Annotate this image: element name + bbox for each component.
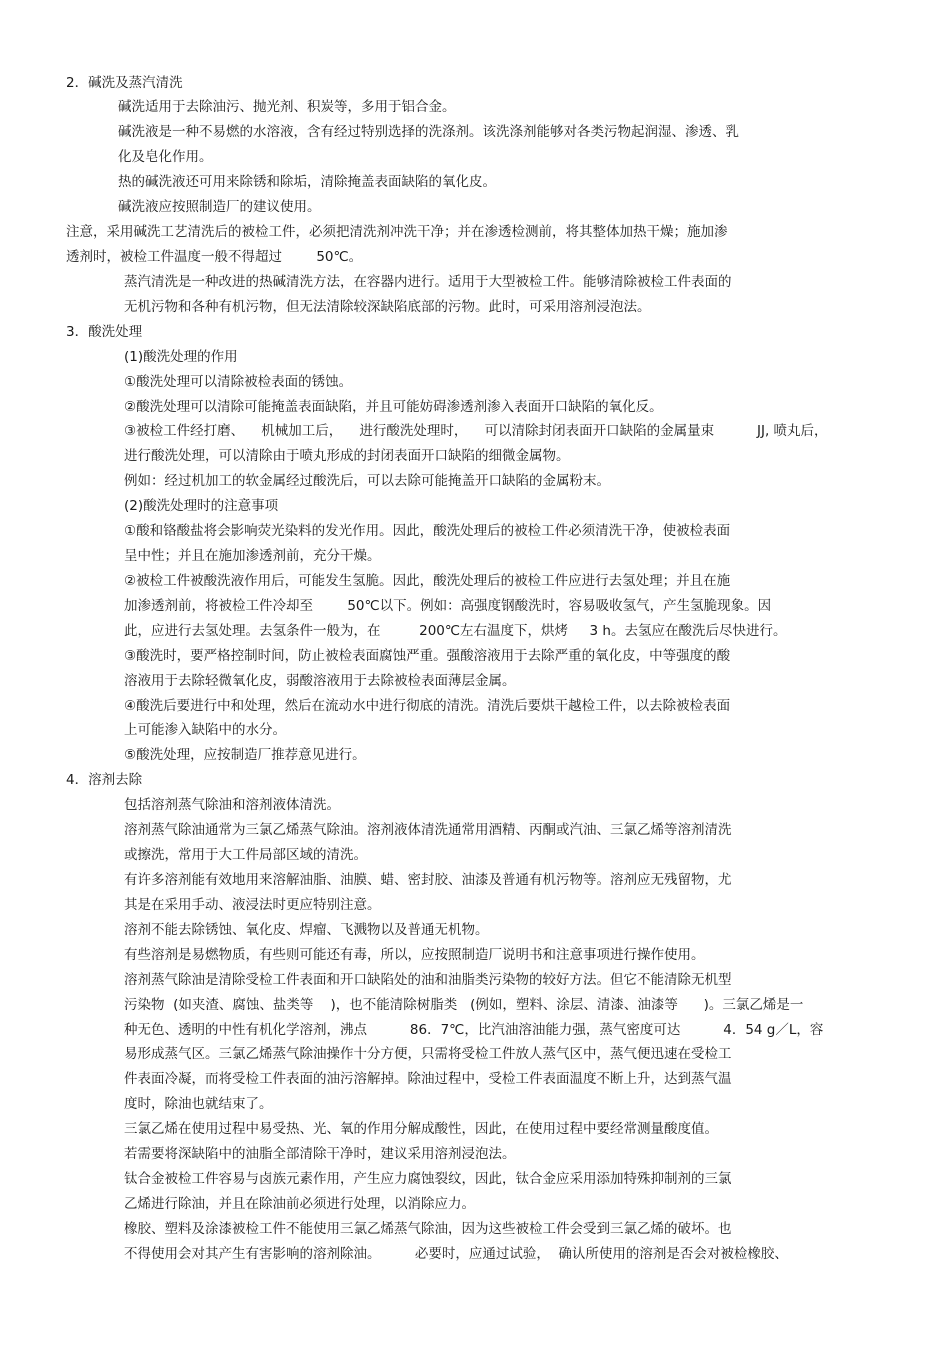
paragraph-line: 化及皂化作用。 [118, 149, 213, 165]
paragraph-line: 加渗透剂前，将被检工件冷却至 50℃以下。例如：高强度钢酸洗时，容易吸收氢气，产生氢脆现象。因 [124, 598, 772, 614]
paragraph-line: 有些溶剂是易燃物质，有些则可能还有毒，所以，应按照制造厂说明书和注意事项进行操作使用。 [124, 947, 705, 963]
paragraph-line: 进行酸洗处理，可以清除由于喷丸形成的封闭表面开口缺陷的细微金属物。 [124, 448, 570, 464]
section-heading-2: 2．碱洗及蒸汽清洗 [66, 75, 183, 91]
section-heading-4: 4．溶剂去除 [66, 772, 143, 788]
paragraph-line: 溶剂蒸气除油是清除受检工件表面和开口缺陷处的油和油脂类污染物的较好方法。但它不能清除无机型 [124, 972, 732, 988]
paragraph-line: 不得使用会对其产生有害影响的溶剂除油。 必要时，应通过试验， 确认所使用的溶剂是否会对被检橡胶、 [124, 1246, 788, 1262]
list-item: ②被检工件被酸洗液作用后，可能发生氢脆。因此，酸洗处理后的被检工件应进行去氢处理；并且在施 [124, 573, 731, 589]
subsection-heading: (1)酸洗处理的作用 [124, 349, 238, 365]
paragraph-line: 无机污物和各种有机污物，但无法清除较深缺陷底部的污物。此时，可采用溶剂浸泡法。 [124, 299, 651, 315]
paragraph-line: 三氯乙烯在使用过程中易受热、光、氧的作用分解成酸性，因此，在使用过程中要经常测量酸度值。 [124, 1121, 718, 1137]
paragraph-line: 例如：经过机加工的软金属经过酸洗后，可以去除可能掩盖开口缺陷的金属粉末。 [124, 473, 610, 489]
paragraph-line: 溶剂不能去除锈蚀、氧化皮、焊瘤、飞溅物以及普通无机物。 [124, 922, 489, 938]
paragraph-line: 钛合金被检工件容易与卤族元素作用，产生应力腐蚀裂纹，因此，钛合金应采用添加特殊抑制剂的三氯 [124, 1171, 732, 1187]
section-heading-3: 3．酸洗处理 [66, 324, 143, 340]
paragraph-line: 溶液用于去除轻微氧化皮，弱酸溶液用于去除被检表面薄层金属。 [124, 673, 516, 689]
list-item: ②酸洗处理可以清除可能掩盖表面缺陷，并且可能妨碍渗透剂渗入表面开口缺陷的氧化反。 [124, 399, 663, 415]
paragraph-line: 橡胶、塑料及涂漆被检工件不能使用三氯乙烯蒸气除油，因为这些被检工件会受到三氯乙烯的破坏。也 [124, 1221, 732, 1237]
paragraph-line: 呈中性；并且在施加渗透剂前，充分干燥。 [124, 548, 381, 564]
list-item: ①酸和铬酸盐将会影响荧光染料的发光作用。因此，酸洗处理后的被检工件必须清洗干净，使被检表面 [124, 523, 731, 539]
note-line: 注意，采用碱洗工艺清洗后的被检工件，必须把清洗剂冲洗干净；并在渗透检测前，将其整体加热干燥；施加渗 [66, 224, 728, 240]
paragraph-line: 上可能渗入缺陷中的水分。 [124, 722, 286, 738]
list-item: ③酸洗时，要严格控制时间，防止被检表面腐蚀严重。强酸溶液用于去除严重的氧化皮，中等强度的酸 [124, 648, 731, 664]
paragraph-line: 或擦洗，常用于大工件局部区域的清洗。 [124, 847, 367, 863]
list-item: ①酸洗处理可以清除被检表面的锈蚀。 [124, 374, 353, 390]
note-line: 透剂时，被检工件温度一般不得超过 50℃。 [66, 249, 363, 265]
paragraph-line: 蒸汽清洗是一种改进的热碱清洗方法，在容器内进行。适用于大型被检工件。能够清除被检工件表面的 [124, 274, 732, 290]
paragraph-line: 易形成蒸气区。三氯乙烯蒸气除油操作十分方便，只需将受检工件放人蒸气区中，蒸气便迅速在受检工 [124, 1046, 732, 1062]
paragraph-line: 度时，除油也就结束了。 [124, 1096, 273, 1112]
paragraph-line: 碱洗液应按照制造厂的建议使用。 [118, 199, 321, 215]
paragraph-line: 污染物 (如夹渣、腐蚀、盐类等 )，也不能清除树脂类 (例如，塑料、涂层、清漆、油漆等 )。三氯乙烯是一 [124, 997, 804, 1013]
list-item: ③被检工件经打磨、 机械加工后， 进行酸洗处理时， 可以清除封闭表面开口缺陷的金属量束 JJ, 喷丸后， [124, 423, 828, 439]
list-item: ⑤酸洗处理，应按制造厂推荐意见进行。 [124, 747, 366, 763]
paragraph-line: 溶剂蒸气除油通常为三氯乙烯蒸气除油。溶剂液体清洗通常用酒精、丙酮或汽油、三氯乙烯等溶剂清洗 [124, 822, 732, 838]
paragraph-line: 有许多溶剂能有效地用来溶解油脂、油膜、蜡、密封胶、油漆及普通有机污物等。溶剂应无残留物，尤 [124, 872, 732, 888]
list-item: ④酸洗后要进行中和处理，然后在流动水中进行彻底的清洗。清洗后要烘干越检工件，以去除被检表面 [124, 698, 731, 714]
paragraph-line: 热的碱洗液还可用来除锈和除垢，清除掩盖表面缺陷的氧化皮。 [118, 174, 496, 190]
paragraph-line: 乙烯进行除油，并且在除油前必须进行处理，以消除应力。 [124, 1196, 475, 1212]
paragraph-line: 此，应进行去氢处理。去氢条件一般为，在 200℃左右温度下，烘烤 3 h。去氢应在酸洗后尽快进行。 [124, 623, 787, 639]
paragraph-line: 件表面冷凝，而将受检工件表面的油污溶解掉。除油过程中，受检工件表面温度不断上升，达到蒸气温 [124, 1071, 732, 1087]
paragraph-line: 碱洗适用于去除油污、抛光剂、积炭等，多用于铝合金。 [118, 99, 456, 115]
subsection-heading: (2)酸洗处理时的注意事项 [124, 498, 279, 514]
paragraph-line: 种无色、透明的中性有机化学溶剂，沸点 86．7℃，比汽油溶油能力强，蒸气密度可达 4．54 g／L，容 [124, 1022, 824, 1038]
paragraph-line: 若需要将深缺陷中的油脂全部清除干净时，建议采用溶剂浸泡法。 [124, 1146, 516, 1162]
paragraph-line: 碱洗液是一种不易燃的水溶液，含有经过特别选择的洗涤剂。该洗涤剂能够对各类污物起润湿、渗透、乳 [118, 124, 739, 140]
paragraph-line: 包括溶剂蒸气除油和溶剂液体清洗。 [124, 797, 340, 813]
paragraph-line: 其是在采用手动、液浸法时更应特别注意。 [124, 897, 381, 913]
